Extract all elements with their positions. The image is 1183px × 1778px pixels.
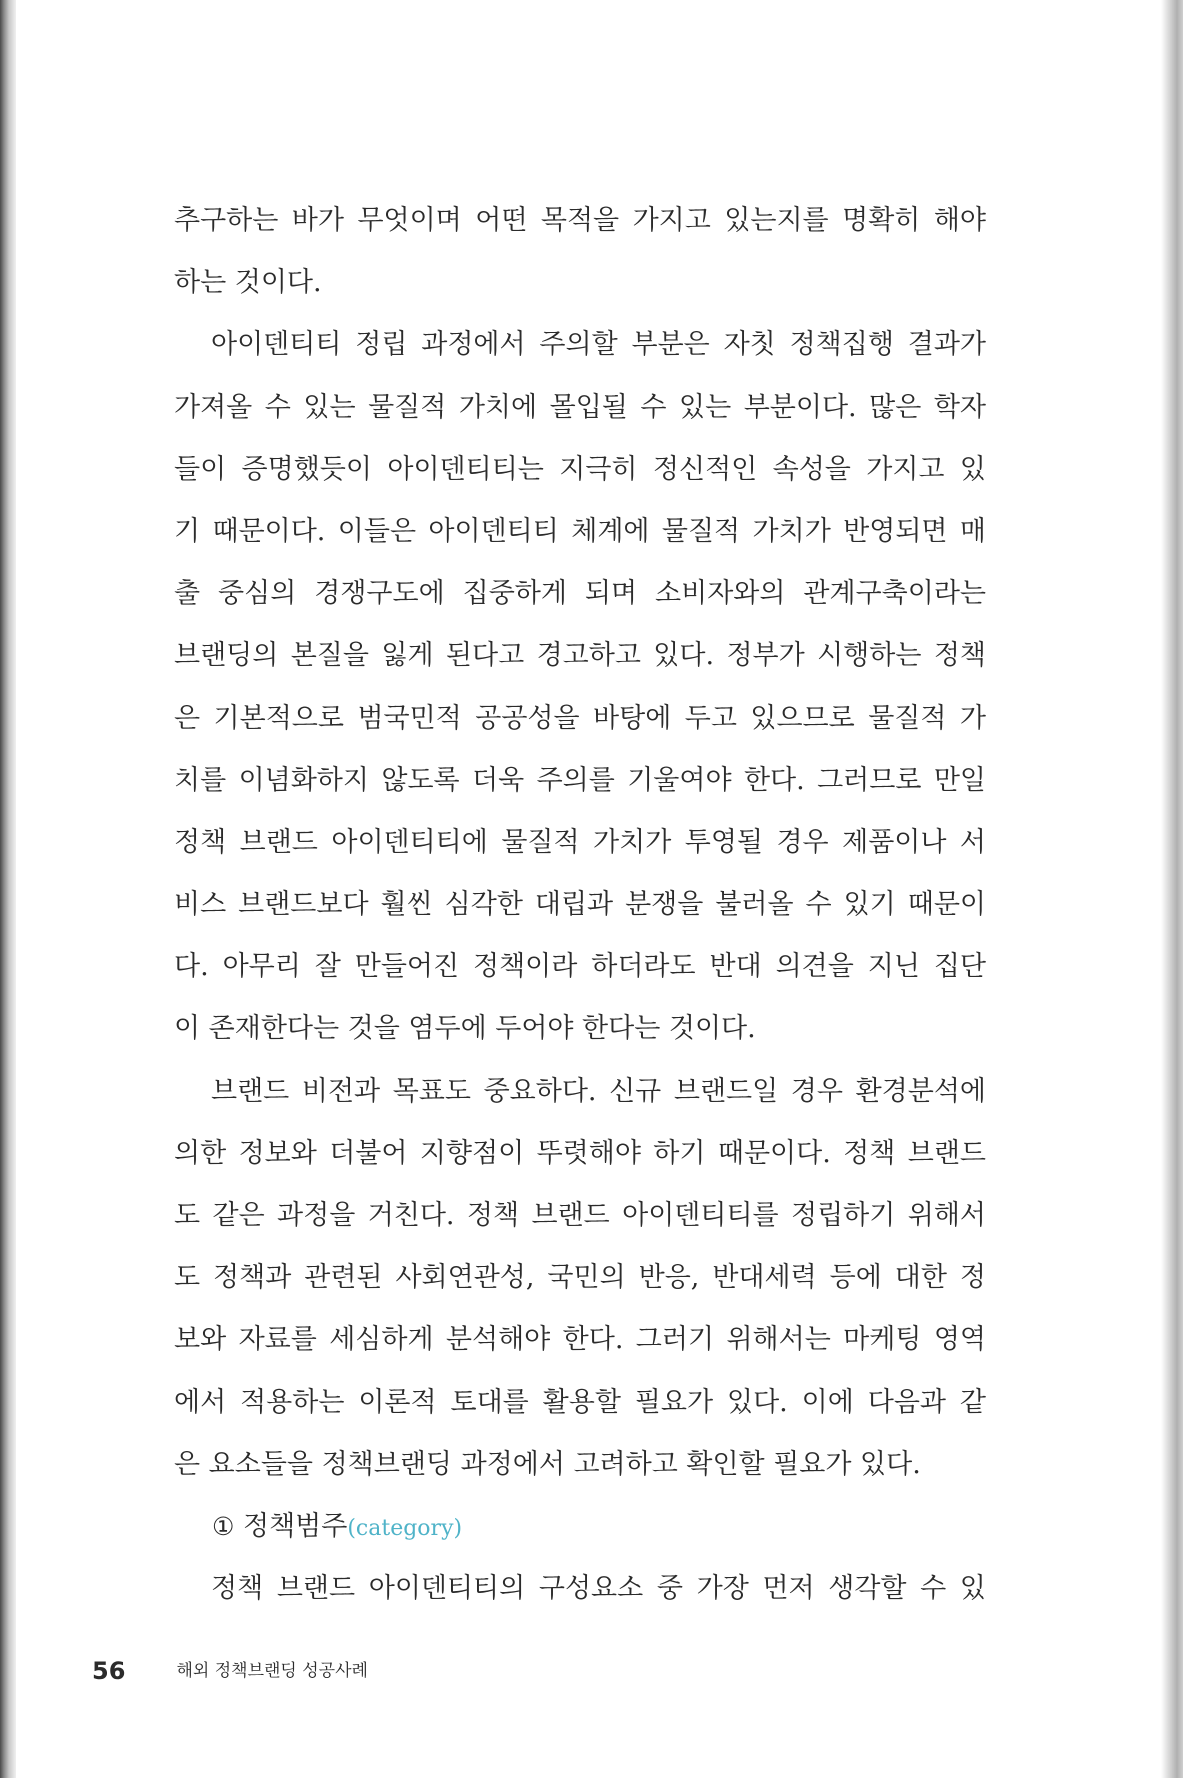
running-title: 해외 정책브랜딩 성공사례 [176,1660,368,1681]
text-line: 보와 자료를 세심하게 분석해야 한다. 그러기 위해서는 마케팅 영역 [174,1324,986,1356]
text-line: 은 요소들을 정책브랜딩 과정에서 고려하고 확인할 필요가 있다. [174,1448,921,1480]
text-line: 치를 이념화하지 않도록 더욱 주의를 기울여야 한다. 그러므로 만일 [174,764,986,796]
text-line: 정책 브랜드 아이덴티티에 물질적 가치가 투영될 경우 제품이나 서 [174,826,986,858]
text-line: 들이 증명했듯이 아이덴티티는 지극히 정신적인 속성을 가지고 있 [174,453,986,485]
heading-number: ① [212,1511,235,1541]
text-line: 아이덴티티 정립 과정에서 주의할 부분은 자칫 정책집행 결과가 [211,329,986,361]
heading-english: (category) [347,1515,463,1541]
text-line: 브랜드 비전과 목표도 중요하다. 신규 브랜드일 경우 환경분석에 [211,1075,986,1107]
text-line: 정책 브랜드 아이덴티티의 구성요소 중 가장 먼저 생각할 수 있 [211,1573,986,1605]
page-binding-shadow [0,0,16,1778]
section-heading [174,1496,986,1558]
page-number: 56 [92,1656,126,1685]
text-line: 은 기본적으로 범국민적 공공성을 바탕에 두고 있으므로 물질적 가 [174,702,986,734]
text-line: 기 때문이다. 이들은 아이덴티티 체계에 물질적 가치가 반영되면 매 [174,515,986,547]
page-edge-shadow [1161,0,1183,1778]
text-line: 이 존재한다는 것을 염두에 두어야 한다는 것이다. [174,1013,756,1045]
text-line: 하는 것이다. [174,267,322,299]
text-line: 에서 적용하는 이론적 토대를 활용할 필요가 있다. 이에 다음과 같 [174,1386,986,1418]
text-line: 가져올 수 있는 물질적 가치에 몰입될 수 있는 부분이다. 많은 학자 [174,391,986,423]
text-line: 다. 아무리 잘 만들어진 정책이라 하더라도 반대 의견을 지닌 집단 [174,951,986,983]
text-line: 비스 브랜드보다 훨씬 심각한 대립과 분쟁을 불러올 수 있기 때문이 [174,889,986,921]
body-text [174,190,986,1620]
text-line: 도 정책과 관련된 사회연관성, 국민의 반응, 반대세력 등에 대한 정 [174,1262,986,1294]
text-line: 도 같은 과정을 거친다. 정책 브랜드 아이덴티티를 정립하기 위해서 [174,1200,986,1231]
page-footer [92,1650,368,1690]
text-line: 추구하는 바가 무엇이며 어떤 목적을 가지고 있는지를 명확히 해야 [174,205,986,236]
heading-title: 정책범주 [243,1510,348,1542]
text-line: 브랜딩의 본질을 잃게 된다고 경고하고 있다. 정부가 시행하는 정책 [174,640,986,672]
text-line: 출 중심의 경쟁구도에 집중하게 되며 소비자와의 관계구축이라는 [174,578,986,610]
text-line: 의한 정보와 더불어 지향점이 뚜렷해야 하기 때문이다. 정책 브랜드 [174,1137,986,1169]
